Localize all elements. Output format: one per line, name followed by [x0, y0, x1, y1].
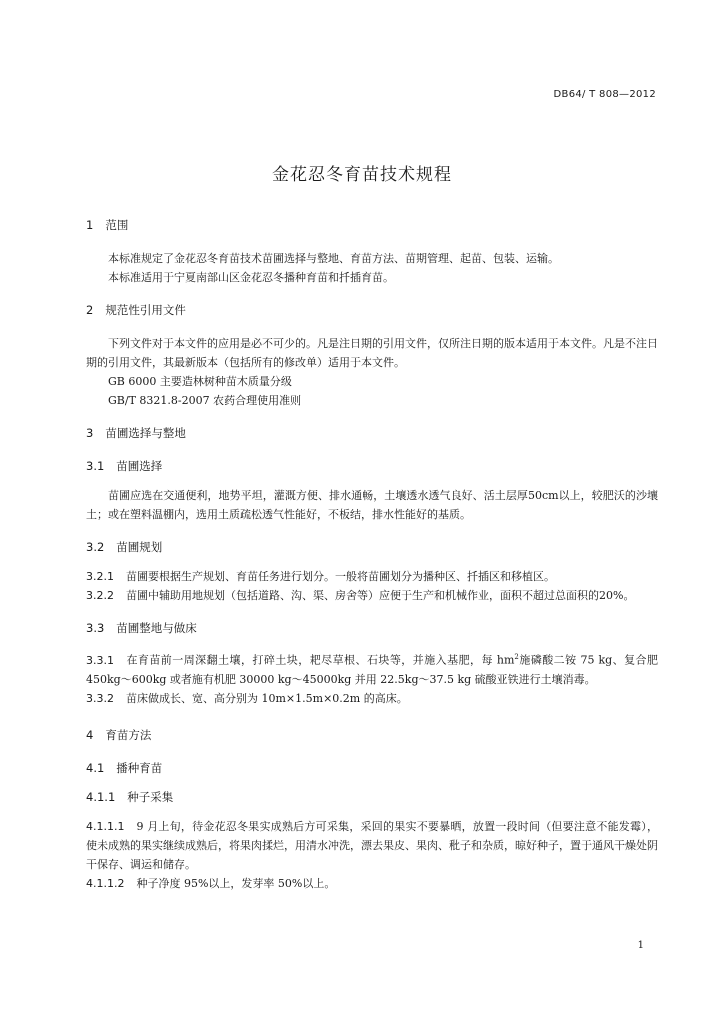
page-number: 1 — [637, 940, 644, 951]
paragraph: 下列文件对于本文件的应用是必不可少的。凡是注日期的引用文件，仅所注日期的版本适用于本文件。凡是不注日期的引用文件，其最新版本（包括所有的修改单）适用于本文件。 — [86, 337, 658, 369]
paragraph: 本标准适用于宁夏南部山区金花忍冬播种育苗和扦插育苗。 — [108, 271, 394, 284]
section-title: 育苗方法 — [105, 727, 152, 742]
subsection-heading-3-1 — [86, 457, 658, 475]
numbered-item — [86, 874, 658, 893]
item-text: 在育苗前一周深翻土壤，打碎土块，耙尽草根、石块等，并施入基肥，每 hm — [126, 653, 515, 667]
item-text: 苗圃中辅助用地规划（包括道路、沟、渠、房舍等）应便于生产和机械作业，面积不超过总面积的20%。 — [126, 589, 635, 602]
subsection-number: 3.1 — [86, 459, 105, 473]
section-heading-1 — [86, 216, 658, 234]
subsection-heading-4-1 — [86, 759, 658, 777]
section-heading-2 — [86, 301, 658, 319]
item-number: 4.1.1.1 — [86, 819, 125, 833]
section-number: 1 — [86, 218, 94, 232]
subsection-title: 播种育苗 — [116, 760, 163, 775]
subsection-number: 4.1.1 — [86, 789, 116, 804]
document-title: 金花忍冬育苗技术规程 — [272, 165, 452, 185]
subsection-title: 苗圃规划 — [116, 540, 163, 554]
subsection-title: 苗圃选择 — [116, 459, 163, 473]
paragraph: 苗圃应选在交通便利，地势平坦，灌溉方便、排水通畅，土壤透水透气良好、活土层厚50cm以上，较肥沃的沙壤土；或在塑料温棚内，选用土质疏松透气性能好，不板结，排水性能好的基质。 — [86, 489, 658, 521]
numbered-item — [86, 689, 658, 708]
item-number: 3.2.2 — [86, 589, 114, 602]
section-heading-4 — [86, 726, 658, 744]
superscript: 2 — [514, 653, 519, 661]
section-title: 规范性引用文件 — [105, 303, 186, 317]
item-text: 种子净度 95%以上，发芽率 50%以上。 — [136, 876, 336, 890]
numbered-item — [86, 586, 658, 605]
item-number: 3.3.2 — [86, 691, 114, 705]
item-number: 4.1.1.2 — [86, 876, 125, 890]
subsection-heading-3-3 — [86, 619, 658, 637]
subsection-number: 3.2 — [86, 540, 105, 554]
subsection-number: 3.3 — [86, 621, 105, 635]
numbered-item — [86, 817, 658, 874]
paragraph: 本标准规定了金花忍冬育苗技术苗圃选择与整地、育苗方法、苗期管理、起苗、包装、运输。 — [108, 252, 559, 265]
item-text: 施磷酸二铵 75 kg、复合肥 450kg～600kg 或者施有机肥 30000 kg～45000kg 并用 22.5kg～37.5 kg 硫酸亚铁进行土壤消毒。 — [86, 653, 659, 686]
item-number: 3.2.1 — [86, 570, 114, 583]
section-number: 4 — [86, 727, 94, 742]
numbered-item — [86, 648, 658, 689]
section-number: 2 — [86, 303, 94, 317]
section-title: 范围 — [105, 218, 129, 232]
standard-code: DB64/ T 808—2012 — [553, 89, 656, 100]
document-body — [86, 216, 658, 893]
reference-item: GB 6000 主要造林树种苗木质量分级 — [108, 375, 292, 388]
subsection-number: 4.1 — [86, 760, 105, 775]
item-text: 苗圃要根据生产规划、育苗任务进行划分。一般将苗圃划分为播种区、扦插区和移植区。 — [126, 570, 555, 583]
numbered-item — [86, 567, 658, 586]
item-text: 苗床做成长、宽、高分别为 10m×1.5m×0.2m 的高床。 — [126, 691, 408, 705]
item-text: 9 月上旬，待金花忍冬果实成熟后方可采集，采回的果实不要暴晒，放置一段时间（但要注意不能发霉），使未成熟的果实继续成熟后，将果肉揉烂，用清水冲洗，漂去果皮、果肉、秕子和杂质，晾好种子，置于通风干燥处阴干保存、调运和储存。 — [86, 819, 658, 871]
reference-item: GB/T 8321.8-2007 农药合理使用准则 — [108, 394, 302, 407]
subsection-heading-3-2 — [86, 538, 658, 556]
subsection-title: 苗圃整地与做床 — [116, 621, 197, 635]
section-number: 3 — [86, 426, 94, 440]
subsection-title: 种子采集 — [127, 789, 174, 804]
section-title: 苗圃选择与整地 — [105, 426, 186, 440]
item-number: 3.3.1 — [86, 653, 114, 667]
subsection-heading-4-1-1 — [86, 788, 658, 806]
section-heading-3 — [86, 424, 658, 442]
